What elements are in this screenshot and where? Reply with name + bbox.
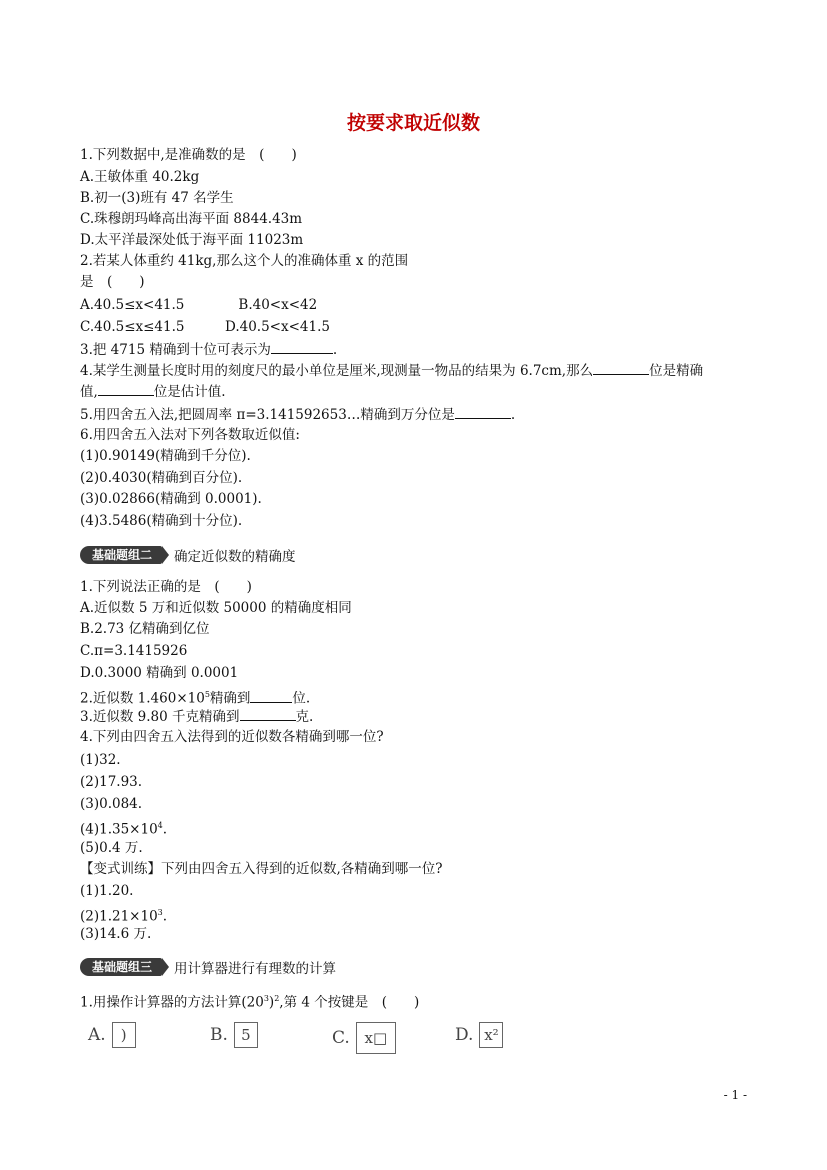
section-title: 确定近似数的精确度 xyxy=(174,549,296,565)
question-text: 2.近似数 1.460×10 xyxy=(80,690,205,707)
s2-question-2 xyxy=(80,686,310,708)
s2-item xyxy=(80,817,167,839)
punct: . xyxy=(510,407,516,423)
option-c: C.珠穆朗玛峰高出海平面 8844.43m xyxy=(80,211,303,227)
s2-item: (1)32. xyxy=(80,752,121,768)
item-text: (4)1.35×10 xyxy=(80,821,158,838)
question-4-text-d: 位是估计值. xyxy=(153,384,226,400)
answer-blank xyxy=(240,707,296,721)
question-5 xyxy=(80,405,515,424)
section-header-3 xyxy=(80,957,336,977)
question-6-item: (1)0.90149(精确到千分位). xyxy=(80,448,251,464)
s3-question-1 xyxy=(80,990,419,1012)
question-6-item: (2)0.4030(精确到百分位). xyxy=(80,470,243,486)
question-6-item: (4)3.5486(精确到十分位). xyxy=(80,513,243,529)
close-paren-key-icon: ) xyxy=(112,1022,136,1048)
exponent: 4 xyxy=(157,821,163,830)
section-title: 用计算器进行有理数的计算 xyxy=(174,961,337,977)
option-d: D.0.3000 精确到 0.0001 xyxy=(80,665,239,681)
question-3-text: 3.把 4715 精确到十位可表示为 xyxy=(80,342,271,358)
square-key-icon: x² xyxy=(479,1022,503,1048)
question-2-cont: 是 ( ) xyxy=(80,274,145,290)
s2-question-3 xyxy=(80,707,313,726)
question-3 xyxy=(80,340,337,359)
answer-blank xyxy=(98,382,154,396)
question-text: 3.近似数 9.80 千克精确到 xyxy=(80,709,240,725)
question-4-text-c: 值, xyxy=(80,384,98,400)
key-option-a xyxy=(88,1022,136,1048)
question-6: 6.用四舍五入法对下列各数取近似值: xyxy=(80,427,300,443)
option-c: C.π=3.1415926 xyxy=(80,643,188,659)
exponent: 3 xyxy=(157,908,163,917)
question-4-text-b: 位是精确 xyxy=(649,363,704,379)
section-header-2 xyxy=(80,545,296,565)
punct: . xyxy=(162,908,168,925)
variant-item xyxy=(80,904,167,926)
question-text: 1.用操作计算器的方法计算(20 xyxy=(80,994,264,1011)
answer-blank xyxy=(271,340,333,354)
exponent: 3 xyxy=(263,994,269,1003)
question-2: 2.若某人体重约 41kg,那么这个人的准确体重 x 的范围 xyxy=(80,253,409,269)
answer-blank xyxy=(455,405,511,419)
key-option-b xyxy=(210,1022,258,1048)
s2-item: (5)0.4 万. xyxy=(80,840,143,856)
question-4 xyxy=(80,361,703,380)
question-text: 克. xyxy=(295,709,314,725)
option-b: B.初一(3)班有 47 名学生 xyxy=(80,190,234,206)
question-5-text: 5.用四舍五入法,把圆周率 π=3.141592653…精确到万分位是 xyxy=(80,407,455,423)
s2-item: (2)17.93. xyxy=(80,774,143,790)
s2-item: (3)0.084. xyxy=(80,796,143,812)
question-6-item: (3)0.02866(精确到 0.0001). xyxy=(80,491,262,507)
option-label: A. xyxy=(88,1025,106,1045)
options-ab: A.40.5≤x<41.5 B.40<x<42 xyxy=(80,297,318,313)
section-badge: 基础题组二 xyxy=(80,546,162,564)
s2-question-4: 4.下列由四舍五入法得到的近似数各精确到哪一位? xyxy=(80,729,384,745)
calculator-key-options xyxy=(80,1022,540,1062)
question-text: 精确到 xyxy=(209,690,251,707)
key-option-c xyxy=(332,1022,396,1054)
question-4-cont xyxy=(80,382,226,401)
exponent: 5 xyxy=(204,690,210,699)
option-d: D.太平洋最深处低于海平面 11023m xyxy=(80,232,304,248)
options-cd: C.40.5≤x≤41.5 D.40.5<x<41.5 xyxy=(80,319,330,335)
option-label: B. xyxy=(210,1025,228,1045)
punct: . xyxy=(332,342,338,358)
variant-item: (1)1.20. xyxy=(80,883,134,899)
variant-item: (3)14.6 万. xyxy=(80,926,152,942)
punct: . xyxy=(162,821,168,838)
answer-blank xyxy=(593,361,649,375)
section-badge: 基础题组三 xyxy=(80,958,162,976)
question-1: 1.下列数据中,是准确数的是 ( ) xyxy=(80,147,297,163)
power-key-icon: x□ xyxy=(356,1022,396,1054)
option-a: A.近似数 5 万和近似数 50000 的精确度相同 xyxy=(80,600,352,616)
key-option-d xyxy=(455,1022,503,1048)
question-4-text: 4.某学生测量长度时用的刻度尺的最小单位是厘米,现测量一物品的结果为 6.7cm,那么 xyxy=(80,363,594,379)
option-a: A.王敏体重 40.2kg xyxy=(80,169,200,185)
exponent: 2 xyxy=(274,994,280,1003)
option-label: D. xyxy=(455,1025,474,1045)
page-number: - 1 - xyxy=(723,1088,747,1102)
question-text: ,第 4 个按键是 ( ) xyxy=(279,994,420,1011)
item-text: (2)1.21×10 xyxy=(80,908,158,925)
page-title: 按要求取近似数 xyxy=(346,112,480,134)
answer-blank xyxy=(250,689,292,703)
question-text: 位. xyxy=(292,690,311,707)
s2-question-1: 1.下列说法正确的是 ( ) xyxy=(80,579,252,595)
option-label: C. xyxy=(332,1028,350,1048)
digit-five-key-icon: 5 xyxy=(234,1022,258,1048)
variant-training: 【变式训练】下列由四舍五入得到的近似数,各精确到哪一位? xyxy=(80,861,443,877)
question-text: ) xyxy=(268,994,275,1011)
option-b: B.2.73 亿精确到亿位 xyxy=(80,621,210,637)
